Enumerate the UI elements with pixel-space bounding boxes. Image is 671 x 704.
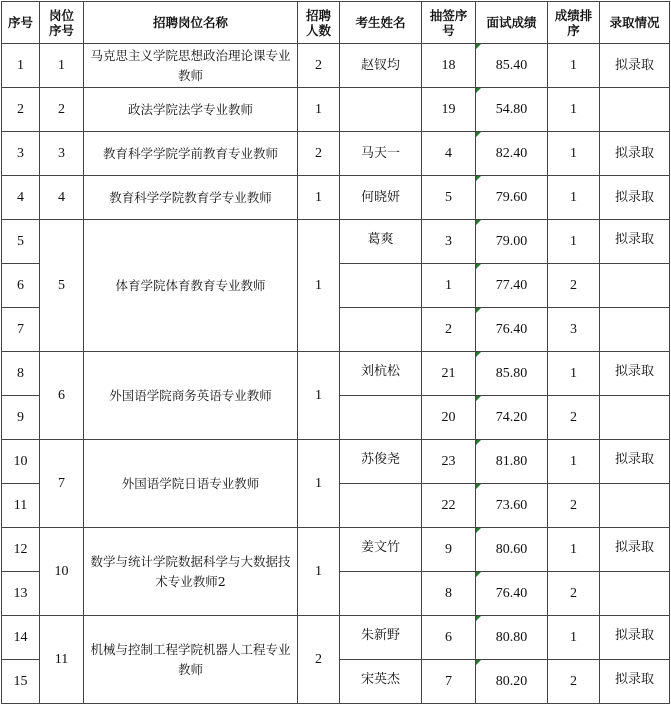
lot-no-cell: 22 [422, 484, 476, 528]
rank-cell: 3 [548, 308, 600, 352]
post-no-cell: 5 [40, 220, 84, 352]
header-post-no: 岗位序号 [40, 2, 84, 44]
lot-no-cell: 18 [422, 44, 476, 88]
table-row [2, 88, 670, 132]
candidate-cell [340, 308, 422, 352]
lot-no-cell: 8 [422, 572, 476, 616]
rank-cell: 1 [548, 616, 600, 660]
lot-no-cell: 3 [422, 220, 476, 264]
rank-cell: 1 [548, 352, 600, 396]
seq-cell: 7 [2, 308, 40, 352]
table-row [2, 176, 670, 220]
result-cell: 拟录取 [600, 176, 670, 220]
score-cell: 54.80 [476, 88, 548, 132]
score-cell: 80.60 [476, 528, 548, 572]
header-lot-no: 抽签序号 [422, 2, 476, 44]
candidate-cell: 何晓妍 [340, 176, 422, 220]
seq-cell: 15 [2, 660, 40, 704]
results-table [1, 1, 670, 704]
hire-count-cell: 1 [298, 352, 340, 440]
candidate-cell: 宋英杰 [340, 660, 422, 704]
post-no-cell: 10 [40, 528, 84, 616]
post-name-cell: 教育科学学院教育学专业教师 [84, 176, 298, 220]
post-no-cell: 7 [40, 440, 84, 528]
header-result: 录取情况 [600, 2, 670, 44]
result-cell [600, 88, 670, 132]
candidate-cell [340, 572, 422, 616]
rank-cell: 1 [548, 220, 600, 264]
result-cell: 拟录取 [600, 660, 670, 704]
rank-cell: 2 [548, 572, 600, 616]
header-row [2, 2, 670, 44]
result-cell [600, 264, 670, 308]
result-cell [600, 396, 670, 440]
header-hire-count: 招聘人数 [298, 2, 340, 44]
lot-no-cell: 9 [422, 528, 476, 572]
seq-cell: 13 [2, 572, 40, 616]
rank-cell: 1 [548, 44, 600, 88]
lot-no-cell: 23 [422, 440, 476, 484]
result-cell [600, 484, 670, 528]
score-cell: 76.40 [476, 572, 548, 616]
seq-cell: 8 [2, 352, 40, 396]
lot-no-cell: 20 [422, 396, 476, 440]
hire-count-cell: 1 [298, 440, 340, 528]
hire-count-cell: 2 [298, 132, 340, 176]
hire-count-cell: 2 [298, 44, 340, 88]
score-cell: 79.00 [476, 220, 548, 264]
post-no-cell: 6 [40, 352, 84, 440]
score-cell: 80.20 [476, 660, 548, 704]
hire-count-cell: 2 [298, 616, 340, 704]
result-cell: 拟录取 [600, 616, 670, 660]
post-name-cell: 机械与控制工程学院机器人工程专业教师 [84, 616, 298, 704]
rank-cell: 1 [548, 440, 600, 484]
candidate-cell: 苏俊尧 [340, 440, 422, 484]
header-post-name: 招聘岗位名称 [84, 2, 298, 44]
seq-cell: 3 [2, 132, 40, 176]
result-cell: 拟录取 [600, 440, 670, 484]
post-no-cell: 2 [40, 88, 84, 132]
post-no-cell: 11 [40, 616, 84, 704]
lot-no-cell: 19 [422, 88, 476, 132]
candidate-cell [340, 264, 422, 308]
candidate-cell: 马天一 [340, 132, 422, 176]
lot-no-cell: 6 [422, 616, 476, 660]
result-cell: 拟录取 [600, 132, 670, 176]
candidate-cell [340, 484, 422, 528]
score-cell: 73.60 [476, 484, 548, 528]
seq-cell: 2 [2, 88, 40, 132]
post-name-cell: 政法学院法学专业教师 [84, 88, 298, 132]
candidate-cell: 赵钗均 [340, 44, 422, 88]
result-cell: 拟录取 [600, 352, 670, 396]
lot-no-cell: 5 [422, 176, 476, 220]
seq-cell: 12 [2, 528, 40, 572]
score-cell: 76.40 [476, 308, 548, 352]
score-cell: 85.40 [476, 44, 548, 88]
rank-cell: 2 [548, 660, 600, 704]
seq-cell: 5 [2, 220, 40, 264]
result-cell: 拟录取 [600, 528, 670, 572]
header-score: 面试成绩 [476, 2, 548, 44]
seq-cell: 1 [2, 44, 40, 88]
table-row [2, 440, 670, 484]
post-no-cell: 3 [40, 132, 84, 176]
lot-no-cell: 21 [422, 352, 476, 396]
table-row [2, 352, 670, 396]
lot-no-cell: 7 [422, 660, 476, 704]
seq-cell: 6 [2, 264, 40, 308]
score-cell: 82.40 [476, 132, 548, 176]
candidate-cell: 姜文竹 [340, 528, 422, 572]
result-cell: 拟录取 [600, 220, 670, 264]
result-cell [600, 308, 670, 352]
lot-no-cell: 1 [422, 264, 476, 308]
post-no-cell: 4 [40, 176, 84, 220]
header-seq: 序号 [2, 2, 40, 44]
rank-cell: 2 [548, 396, 600, 440]
hire-count-cell: 1 [298, 220, 340, 352]
rank-cell: 1 [548, 88, 600, 132]
seq-cell: 9 [2, 396, 40, 440]
header-rank: 成绩排序 [548, 2, 600, 44]
score-cell: 74.20 [476, 396, 548, 440]
seq-cell: 4 [2, 176, 40, 220]
hire-count-cell: 1 [298, 528, 340, 616]
hire-count-cell: 1 [298, 176, 340, 220]
score-cell: 81.80 [476, 440, 548, 484]
rank-cell: 2 [548, 264, 600, 308]
seq-cell: 14 [2, 616, 40, 660]
header-candidate: 考生姓名 [340, 2, 422, 44]
post-no-cell: 1 [40, 44, 84, 88]
table-row [2, 528, 670, 572]
rank-cell: 1 [548, 528, 600, 572]
table-row [2, 220, 670, 264]
lot-no-cell: 2 [422, 308, 476, 352]
score-cell: 79.60 [476, 176, 548, 220]
post-name-cell: 体育学院体育教育专业教师 [84, 220, 298, 352]
post-name-cell: 外国语学院日语专业教师 [84, 440, 298, 528]
score-cell: 85.80 [476, 352, 548, 396]
seq-cell: 10 [2, 440, 40, 484]
score-cell: 80.80 [476, 616, 548, 660]
seq-cell: 11 [2, 484, 40, 528]
candidate-cell: 朱新野 [340, 616, 422, 660]
lot-no-cell: 4 [422, 132, 476, 176]
score-cell: 77.40 [476, 264, 548, 308]
candidate-cell [340, 396, 422, 440]
table-body [2, 44, 670, 704]
hire-count-cell: 1 [298, 88, 340, 132]
table-row [2, 132, 670, 176]
table-row [2, 44, 670, 88]
post-name-cell: 教育科学学院学前教育专业教师 [84, 132, 298, 176]
rank-cell: 1 [548, 132, 600, 176]
result-cell: 拟录取 [600, 44, 670, 88]
table-row [2, 616, 670, 660]
post-name-cell: 外国语学院商务英语专业教师 [84, 352, 298, 440]
candidate-cell: 葛爽 [340, 220, 422, 264]
rank-cell: 2 [548, 484, 600, 528]
post-name-cell: 马克思主义学院思想政治理论课专业教师 [84, 44, 298, 88]
post-name-cell: 数学与统计学院数据科学与大数据技术专业教师2 [84, 528, 298, 616]
candidate-cell [340, 88, 422, 132]
result-cell [600, 572, 670, 616]
rank-cell: 1 [548, 176, 600, 220]
candidate-cell: 刘杭松 [340, 352, 422, 396]
